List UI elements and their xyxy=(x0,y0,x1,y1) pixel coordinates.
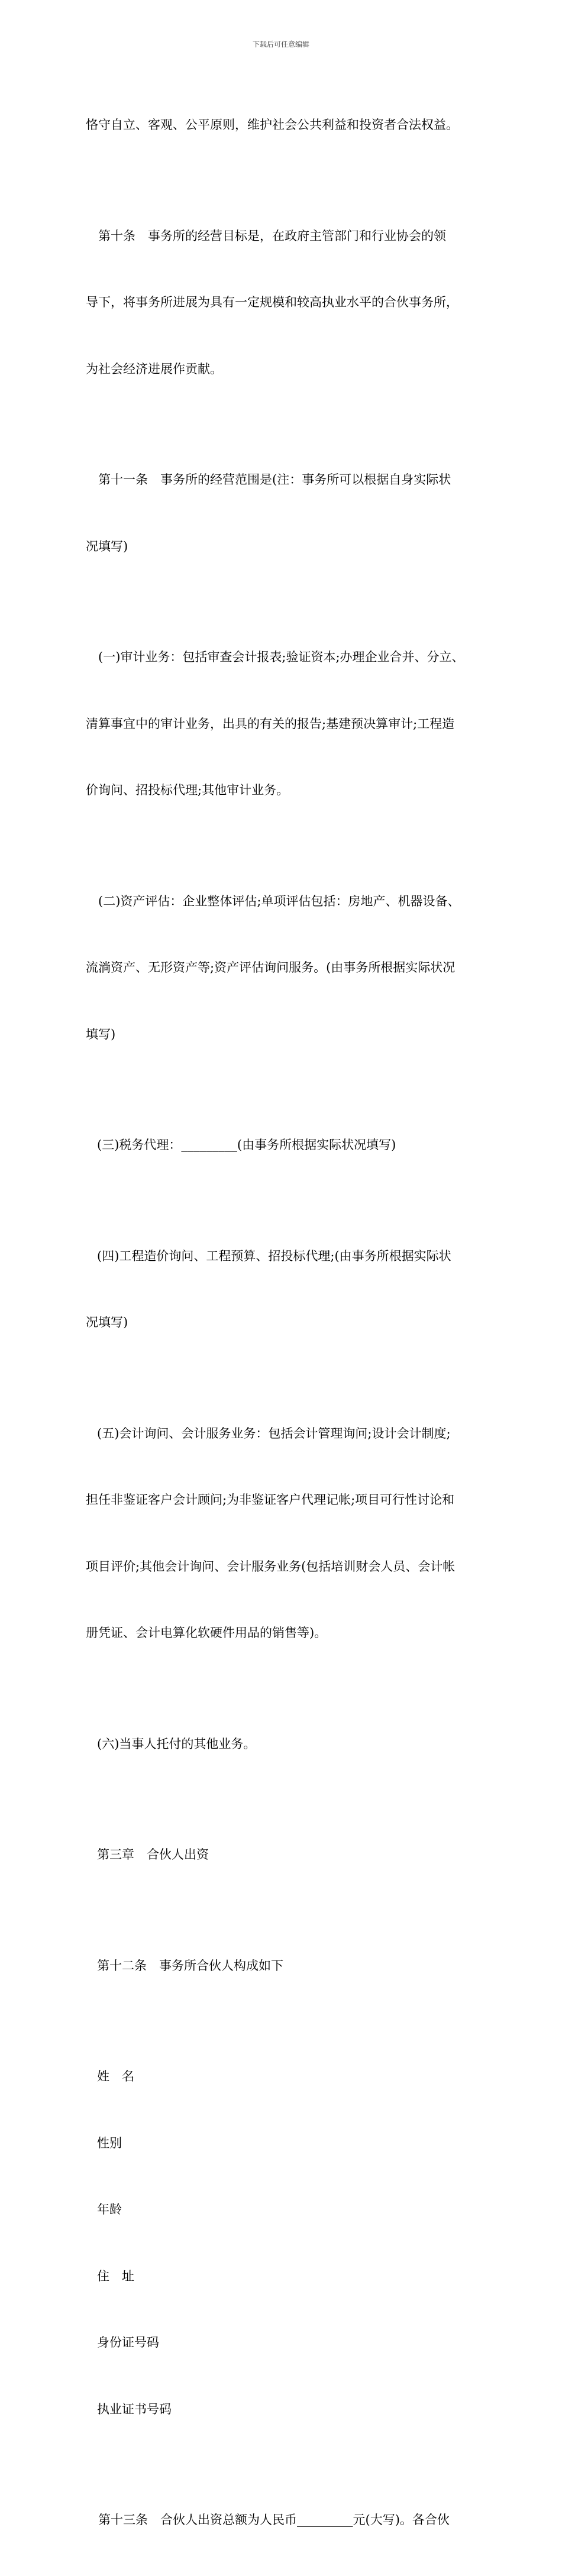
text-line: (四)工程造价询问、工程预算、招投标代理;(由事务所根据实际状 xyxy=(97,1248,451,1263)
text-line: 价询问、招投标代理;其他审计业务。 xyxy=(86,783,289,797)
text-line: (六)当事人托付的其他业务。 xyxy=(97,1736,256,1751)
chapter-3-heading xyxy=(86,1800,482,1911)
paragraph-item-1-audit xyxy=(86,602,482,846)
field-label-name: 姓 名 xyxy=(97,2069,134,2083)
text-line: 况填写) xyxy=(86,539,128,554)
paragraph-article-13 xyxy=(86,2465,482,2576)
page-header-note: 下载后可任意编辑 xyxy=(252,40,309,48)
text-line: (二)资产评估：企业整体评估;单项评估包括：房地产、机器设备、 xyxy=(98,894,460,908)
text-line: (三)税务代理：_________(由事务所根据实际状况填写) xyxy=(97,1138,396,1152)
document-body xyxy=(86,70,482,2576)
field-label-age: 年龄 xyxy=(97,2202,122,2216)
text-line: 第十一条 事务所的经营范围是(注：事务所可以根据自身实际状 xyxy=(98,473,451,487)
field-label-id-number: 身份证号码 xyxy=(97,2335,159,2350)
paragraph-item-5-accounting xyxy=(86,1378,482,1689)
text-line: (一)审计业务：包括审查会计报表;验证资本;办理企业合并、分立、 xyxy=(98,650,464,664)
text-line: (五)会计询问、会计服务业务：包括会计管理询问;设计会计制度; xyxy=(97,1426,451,1441)
paragraph-item-6-other xyxy=(86,1689,482,1800)
text-line: 流淌资产、无形资产等;资产评估询问服务。(由事务所根据实际状况 xyxy=(86,960,456,975)
paragraph-article-10 xyxy=(86,181,482,425)
text-line: 第十三条 合伙人出资总额为人民币_________元(大写)。各合伙 xyxy=(98,2513,450,2527)
text-line: 第十条 事务所的经营目标是，在政府主管部门和行业协会的领 xyxy=(98,228,446,243)
text-line: 清算事宜中的审计业务，出具的有关的报告;基建预决算审计;工程造 xyxy=(86,716,455,731)
paragraph-item-4-engineering xyxy=(86,1201,482,1378)
partner-fields-list xyxy=(86,2021,482,2465)
paragraph-item-3-tax xyxy=(86,1090,482,1201)
text-line: 担任非鉴证客户会计顾问;为非鉴证客户代理记帐;项目可行性讨论和 xyxy=(86,1493,455,1507)
text-line: 填写) xyxy=(86,1027,116,1041)
paragraph-article-12 xyxy=(86,1911,482,2022)
text-line: 第十二条 事务所合伙人构成如下 xyxy=(97,1958,283,1973)
field-label-address: 住 址 xyxy=(97,2268,134,2283)
text-line: 恪守自立、客观、公平原则，维护社会公共利益和投资者合法权益。 xyxy=(86,118,458,132)
paragraph-article-11 xyxy=(86,425,482,602)
text-line: 第三章 合伙人出资 xyxy=(97,1847,209,1862)
paragraph-principles xyxy=(86,70,482,181)
field-label-license-number: 执业证书号码 xyxy=(97,2402,172,2416)
text-line: 项目评价;其他会计询问、会计服务业务(包括培训财会人员、会计帐 xyxy=(86,1559,456,1574)
field-label-gender: 性别 xyxy=(97,2135,122,2150)
text-line: 况填写) xyxy=(86,1315,128,1329)
text-line: 为社会经济进展作贡献。 xyxy=(86,361,222,376)
paragraph-item-2-asset-valuation xyxy=(86,846,482,1090)
text-line: 导下，将事务所进展为具有一定规模和较高执业水平的合伙事务所， xyxy=(86,295,458,309)
text-line: 册凭证、会计电算化软硬件用品的销售等)。 xyxy=(86,1626,327,1640)
